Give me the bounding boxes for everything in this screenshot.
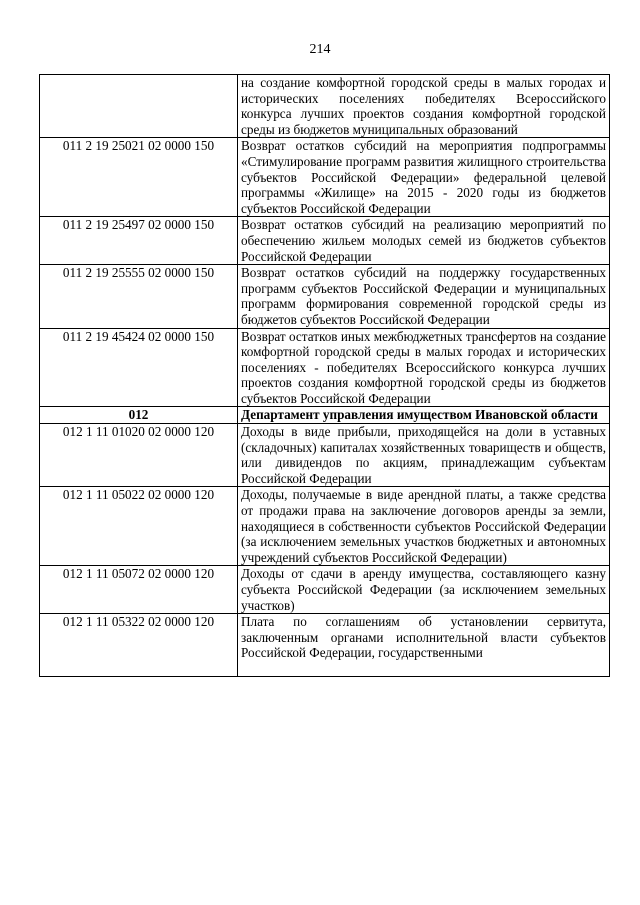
income-code-cell <box>40 75 238 138</box>
department-row <box>40 407 610 424</box>
table-row <box>40 75 610 138</box>
income-description-cell: Возврат остатков субсидий на реализацию мероприятий по обеспечению жильем молодых семей из бюджетов субъектов Российской Федерации <box>238 217 610 265</box>
income-code-cell: 011 2 19 25555 02 0000 150 <box>40 265 238 328</box>
table-row <box>40 614 610 677</box>
table-row <box>40 217 610 265</box>
income-description-cell: Возврат остатков субсидий на поддержку государственных программ субъектов Российской Федерации и муниципальных программ формирования современной городской среды из бюджетов субъектов Российской Федерации <box>238 265 610 328</box>
income-description-cell: Возврат остатков субсидий на мероприятия подпрограммы «Стимулирование программ развития жилищного строительства субъектов Российской Федерации» федеральной целевой программы «Жилище» на 2015 - 2020 годы из бюджетов субъектов Российской Федерации <box>238 138 610 217</box>
income-code-cell: 012 <box>40 407 238 424</box>
income-description-cell: Департамент управления имуществом Ивановской области <box>238 407 610 424</box>
page-number: 214 <box>309 42 331 57</box>
income-description-cell: Доходы в виде прибыли, приходящейся на доли в уставных (складочных) капиталах хозяйственных товариществ и обществ, или дивидендов по акциям, принадлежащим субъектам Российской Федерации <box>238 424 610 487</box>
table-row <box>40 328 610 407</box>
income-description-text: Плата по соглашениям об установлении сервитута, заключенным органами исполнительной власти субъектов Российской Федерации, государственными <box>241 614 606 661</box>
table-row <box>40 566 610 614</box>
income-description-cell <box>238 614 610 677</box>
table-row <box>40 138 610 217</box>
income-description-cell: Доходы от сдачи в аренду имущества, составляющего казну субъекта Российской Федерации (за исключением земельных участков) <box>238 566 610 614</box>
table-row <box>40 424 610 487</box>
income-description-cell: Доходы, получаемые в виде арендной платы, а также средства от продажи права на заключение договоров аренды за земли, находящиеся в собственности субъектов Российской Федерации (за исключением земельных участков бюджетных и автономных учреждений субъектов Российской Федерации) <box>238 487 610 566</box>
income-code-cell: 011 2 19 25021 02 0000 150 <box>40 138 238 217</box>
table-row <box>40 487 610 566</box>
table-body <box>40 75 610 677</box>
income-description-cell: Возврат остатков иных межбюджетных трансфертов на создание комфортной городской среды в малых городах и исторических поселениях - победителях Всероссийского конкурса лучших проектов создания комфортной городской среды из бюджетов субъектов Российской Федерации <box>238 328 610 407</box>
income-code-cell: 011 2 19 45424 02 0000 150 <box>40 328 238 407</box>
income-code-cell: 012 1 11 05072 02 0000 120 <box>40 566 238 614</box>
income-code-cell: 012 1 11 05322 02 0000 120 <box>40 614 238 677</box>
income-code-cell: 011 2 19 25497 02 0000 150 <box>40 217 238 265</box>
income-code-cell: 012 1 11 01020 02 0000 120 <box>40 424 238 487</box>
income-description-cell: на создание комфортной городской среды в малых городах и исторических поселениях победителях Всероссийского конкурса лучших проектов создания комфортной городской среды из бюджетов муниципальных образований <box>238 75 610 138</box>
income-code-cell: 012 1 11 05022 02 0000 120 <box>40 487 238 566</box>
budget-classification-table <box>39 74 610 677</box>
table-row <box>40 265 610 328</box>
